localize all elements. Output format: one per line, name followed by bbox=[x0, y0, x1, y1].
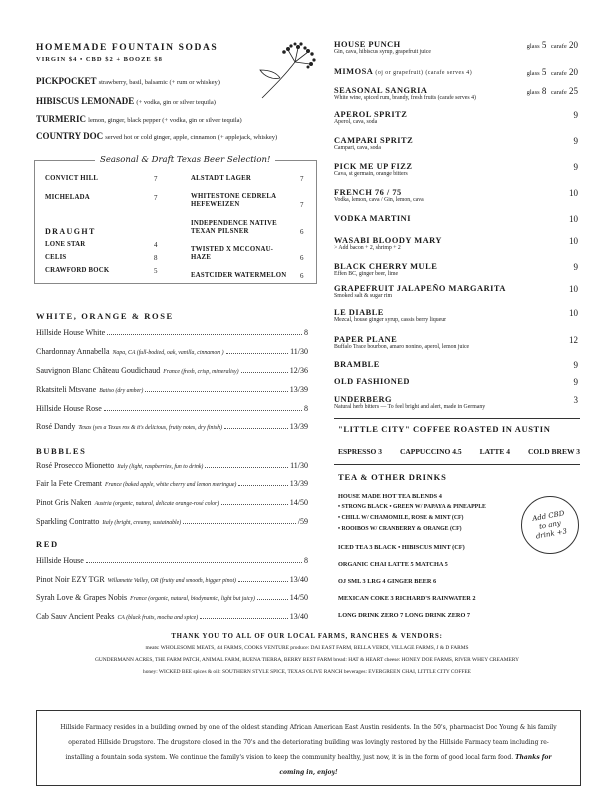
beer-price: 8 bbox=[154, 254, 158, 262]
tea-line: • STRONG BLACK • GREEN W/ PAPAYA & PINEAPPLE bbox=[338, 504, 486, 510]
tea-line: • ROOIBOS W/ CRANBERRY & ORANGE (CF) bbox=[338, 526, 462, 532]
dot-leader bbox=[241, 367, 288, 373]
wine-name: Pinot Noir EZY TGR bbox=[36, 575, 105, 584]
cbd-stamp-text: Add CBD to any drink +3 bbox=[531, 508, 568, 541]
cocktail-price: 10 bbox=[569, 236, 578, 246]
wine-desc: Batiso (dry amber) bbox=[99, 388, 144, 394]
cocktail-price: glass 5 carafe 20 bbox=[526, 67, 578, 77]
wine-name: Chardonnay Annabella bbox=[36, 347, 110, 356]
wine-name: Hillside House White bbox=[36, 328, 106, 337]
cocktail-item bbox=[334, 284, 578, 299]
soda-name: HIBISCUS LEMONADE bbox=[36, 96, 135, 106]
cocktail-item bbox=[334, 188, 578, 203]
cocktail-name: OLD FASHIONED bbox=[334, 377, 410, 386]
cocktail-name: GRAPEFRUIT JALAPEÑO MARGARITA bbox=[334, 284, 506, 293]
soda-item bbox=[36, 76, 220, 86]
tea-line: MEXICAN COKE 3 RICHARD'S RAINWATER 2 bbox=[338, 595, 476, 602]
wine-price: 8 bbox=[304, 404, 308, 413]
cocktail-item bbox=[334, 214, 578, 223]
cbd-stamp bbox=[521, 496, 579, 554]
cocktail-price: 9 bbox=[573, 162, 578, 172]
beer-item: ALSTADT LAGER bbox=[191, 175, 251, 182]
dot-leader bbox=[145, 386, 287, 392]
wine-row bbox=[36, 328, 308, 337]
soda-item bbox=[36, 131, 277, 141]
story-signoff: Thanks for coming in, enjoy! bbox=[279, 754, 552, 776]
cocktail-desc: White wine, spiced rum, brandy, fresh fruits (carafe serves 4) bbox=[334, 95, 476, 101]
cocktail-price: 9 bbox=[573, 377, 578, 387]
white-heading: WHITE, ORANGE & ROSE bbox=[36, 311, 174, 321]
wine-price: 13/40 bbox=[289, 575, 308, 584]
cocktail-price: 10 bbox=[569, 284, 578, 294]
wine-desc: Italy (bright, creamy, sustainable) bbox=[102, 520, 182, 526]
beer-item: INDEPENDENCE NATIVE TEXAN PILSNER bbox=[191, 220, 277, 235]
wine-name: Hillside House Rose bbox=[36, 404, 102, 413]
tea-line: HOUSE MADE HOT TEA BLENDS 4 bbox=[338, 493, 442, 500]
tea-line: OJ SML 3 LRG 4 GINGER BEER 6 bbox=[338, 578, 437, 585]
cocktail-name: LE DIABLE bbox=[334, 308, 384, 317]
cocktail-price: 12 bbox=[569, 335, 578, 345]
beer-price: 7 bbox=[154, 175, 158, 183]
wine-row bbox=[36, 593, 308, 602]
cocktail-price: 10 bbox=[569, 188, 578, 198]
beer-price: 6 bbox=[300, 272, 304, 280]
wine-name: Fair la Fete Cremant bbox=[36, 479, 102, 488]
wine-row bbox=[36, 556, 308, 565]
dot-leader bbox=[104, 405, 302, 411]
dot-leader bbox=[107, 329, 302, 335]
cocktail-desc: > Add bacon + 2, shrimp + 2 bbox=[334, 245, 401, 251]
soda-desc: strawberry, basil, balsamic (+ rum or whiskey) bbox=[98, 79, 220, 86]
beer-item: LONE STAR bbox=[45, 241, 86, 248]
cocktail-desc: Buffalo Trace bourbon, amaro nonino, aperol, lemon juice bbox=[334, 344, 470, 350]
wine-name: Sauvignon Blanc Château Goudichaud bbox=[36, 366, 161, 375]
wine-price: 13/40 bbox=[289, 612, 308, 621]
cocktail-desc: Natural herb bitters — To feel bright and alert, made in Germany bbox=[334, 404, 486, 410]
thanks-line: meats: WHOLESOME MEATS, 44 FARMS, COOKS VENTURE produce: DAI EAST FARM, BELLA VERDI, VILLAGE FARMS, J & D FARMS bbox=[145, 645, 469, 651]
cocktail-item bbox=[334, 377, 578, 386]
beer-item: CELIS bbox=[45, 254, 67, 261]
soda-item bbox=[36, 114, 242, 124]
wine-desc: Austria (organic, natural, delicate orange-rosé color) bbox=[94, 501, 220, 507]
cocktail-price: 9 bbox=[573, 136, 578, 146]
coffee-divider bbox=[334, 418, 580, 419]
wine-price: 8 bbox=[304, 556, 308, 565]
cocktail-name: SEASONAL SANGRIA bbox=[334, 86, 428, 95]
wine-name: Sparkling Contratto bbox=[36, 517, 100, 526]
dot-leader bbox=[86, 557, 302, 563]
cocktail-name: VODKA MARTINI bbox=[334, 214, 411, 223]
cocktail-price: 3 bbox=[573, 395, 578, 405]
wine-row bbox=[36, 385, 308, 394]
soda-desc: (+ vodka, gin or silver tequila) bbox=[136, 99, 216, 106]
wine-desc: Texas (yes a Texas ros & it's delicious, fruity notes, dry finish) bbox=[78, 425, 223, 431]
cocktail-name: BRAMBLE bbox=[334, 360, 380, 369]
cocktail-item bbox=[334, 360, 578, 369]
cocktail-price: 9 bbox=[573, 110, 578, 120]
beer-price: 6 bbox=[300, 228, 304, 236]
beer-price: 6 bbox=[300, 254, 304, 262]
cocktail-name: FRENCH 76 / 75 bbox=[334, 188, 402, 197]
beer-price: 7 bbox=[300, 175, 304, 183]
wine-price: 14/50 bbox=[289, 498, 308, 507]
wine-row bbox=[36, 404, 308, 413]
cocktail-name: CAMPARI SPRITZ bbox=[334, 136, 414, 145]
wine-desc: Italy (light, raspberries, fun to drink) bbox=[117, 464, 204, 470]
wine-price: 14/50 bbox=[289, 593, 308, 602]
beer-price: 4 bbox=[154, 241, 158, 249]
wine-desc: France (baked apple, white cherry and lemon meringue) bbox=[104, 482, 237, 488]
beer-item: EASTCIDER WATERMELON bbox=[191, 272, 287, 279]
cocktail-item bbox=[334, 335, 578, 350]
wine-desc: CA (black fruits, mocha and spice) bbox=[117, 615, 199, 621]
beer-price: 5 bbox=[154, 267, 158, 275]
cocktail-item bbox=[334, 262, 578, 277]
wine-price: 13/39 bbox=[289, 479, 308, 488]
tea-line: ORGANIC CHAI LATTE 5 MATCHA 5 bbox=[338, 561, 448, 568]
wine-name: Hillside House bbox=[36, 556, 84, 565]
cocktail-price: glass 5 carafe 20 bbox=[526, 40, 578, 50]
cocktail-item bbox=[334, 136, 578, 151]
tea-line: LONG DRINK ZERO 7 LONG DRINK ZERO 7 bbox=[338, 612, 471, 619]
cocktail-price: 10 bbox=[569, 308, 578, 318]
cocktail-price: 9 bbox=[573, 360, 578, 370]
cocktail-desc: Smoked salt & sugar rim bbox=[334, 293, 392, 299]
soda-item bbox=[36, 96, 216, 106]
thanks-line: honey: WICKED BEE spices & oil: SOUTHERN STYLE SPICE, TEXAS OLIVE RANCH beverages: EVERGREEN CHAI, LITTLE CITY COFFEE bbox=[143, 669, 471, 675]
cocktail-name: PAPER PLANE bbox=[334, 335, 398, 344]
cocktail-item bbox=[334, 395, 578, 410]
beer-price: 7 bbox=[300, 201, 304, 209]
cocktail-item bbox=[334, 110, 578, 125]
wine-price: 12/36 bbox=[289, 366, 308, 375]
cocktail-desc: Gin, cava, hibiscus syrup, grapefruit juice bbox=[334, 49, 431, 55]
cocktail-name: APEROL SPRITZ bbox=[334, 110, 408, 119]
tea-line: • CHILL W/ CHAMOMILE, ROSE & MINT (CF) bbox=[338, 515, 464, 521]
beer-item: MICHELADA bbox=[45, 194, 90, 201]
coffee-row bbox=[338, 447, 580, 456]
cocktail-price: glass 8 carafe 25 bbox=[526, 86, 578, 96]
tea-title: TEA & OTHER DRINKS bbox=[338, 472, 447, 482]
wine-row bbox=[36, 479, 308, 488]
cocktail-desc: Cava, st germain, orange bitters bbox=[334, 171, 408, 177]
cocktail-item bbox=[334, 236, 578, 251]
wine-row bbox=[36, 575, 308, 584]
wine-name: Rkatsiteli Mtsvane bbox=[36, 385, 97, 394]
wine-name: Rosé Prosecco Mionetto bbox=[36, 461, 115, 470]
cocktail-desc: Campari, cava, soda bbox=[334, 145, 382, 151]
wine-price: 8 bbox=[304, 328, 308, 337]
dot-leader bbox=[183, 518, 296, 524]
wine-price: 13/39 bbox=[289, 385, 308, 394]
cocktail-desc: Effen BC, ginger beer, lime bbox=[334, 271, 399, 277]
wine-row bbox=[36, 517, 308, 526]
story-text: Hillside Farmacy resides in a building owned by one of the oldest standing African American East Austin residents. In the 50's, pharmacist Doc Young & his family operated Hillside Drugstore. The drugstore closed in the 70's and the deteriorating building was lovingly restored by the Hillside Farmacy team including re-installing a fountain soda system. We continue the family's vision to keep the community healthy, just now, it is in the form of good local farm food. bbox=[60, 724, 557, 761]
cocktail-price: 9 bbox=[573, 262, 578, 272]
soda-name: COUNTRY DOC bbox=[36, 131, 104, 141]
soda-name: PICKPOCKET bbox=[36, 76, 97, 86]
coffee-item: LATTE 4 bbox=[479, 447, 511, 456]
cocktail-price: 10 bbox=[569, 214, 578, 224]
story-box bbox=[36, 710, 581, 786]
cocktail-item bbox=[334, 67, 578, 76]
beer-item: CRAWFORD BOCK bbox=[45, 267, 110, 274]
beer-price: 7 bbox=[154, 194, 158, 202]
wine-name: Syrah Love & Grapes Nobis bbox=[36, 593, 128, 602]
wine-price: 11/30 bbox=[290, 461, 308, 470]
soda-name: TURMERIC bbox=[36, 114, 87, 124]
thanks-title: THANK YOU TO ALL OF OUR LOCAL FARMS, RANCHES & VENDORS: bbox=[171, 633, 443, 640]
wine-row bbox=[36, 461, 308, 470]
wine-name: Rosé Dandy bbox=[36, 422, 76, 431]
beer-item: WHITESTONE CEDRELA HEFEWEIZEN bbox=[191, 193, 276, 208]
beer-item: TWISTED X MCCONAU-HAZE bbox=[191, 246, 274, 261]
cocktail-name: BLACK CHERRY MULE bbox=[334, 262, 438, 271]
cocktail-item bbox=[334, 86, 578, 101]
cocktail-desc: Mezcal, house ginger syrup, cassis berry liqueur bbox=[334, 317, 447, 323]
wine-row bbox=[36, 422, 308, 431]
wine-name: Pinot Gris Naken bbox=[36, 498, 92, 507]
dot-leader bbox=[221, 499, 288, 505]
cocktail-item bbox=[334, 308, 578, 323]
bubbles-heading: BUBBLES bbox=[36, 446, 87, 456]
coffee-item: COLD BREW 3 bbox=[528, 447, 580, 456]
cocktail-desc: Vodka, lemon, cava / Gin, lemon, cava bbox=[334, 197, 424, 203]
coffee-item: CAPPUCCINO 4.5 bbox=[399, 447, 462, 456]
wine-price: /59 bbox=[297, 517, 308, 526]
cocktail-name: MIMOSA (oj or grapefruit) (carafe serves 4) bbox=[334, 67, 473, 76]
wine-price: 13/39 bbox=[289, 422, 308, 431]
draught-heading: DRAUGHT bbox=[45, 227, 96, 236]
wine-desc: Napa, CA (full-bodied, oak, vanilla, cinnamon ) bbox=[112, 350, 224, 356]
beer-item: CONVICT HILL bbox=[45, 175, 99, 182]
wine-name: Cab Sauv Ancient Peaks bbox=[36, 612, 115, 621]
dot-leader bbox=[226, 348, 289, 354]
cocktail-name: WASABI BLOODY MARY bbox=[334, 236, 442, 245]
elderflower-illustration bbox=[250, 40, 320, 102]
wine-row bbox=[36, 347, 308, 356]
soda-desc: served hot or cold ginger, apple, cinnamon (+ applejack, whiskey) bbox=[105, 134, 278, 141]
beer-title: Seasonal & Draft Texas Beer Selection! bbox=[95, 155, 275, 165]
tea-line: ICED TEA 3 BLACK • HIBISCUS MINT (CF) bbox=[338, 544, 465, 551]
wine-desc: France (organic, natural, biodynamic, light but juicy) bbox=[130, 596, 255, 602]
cocktail-name: UNDERBERG bbox=[334, 395, 393, 404]
cocktail-desc: Aperol, cava, soda bbox=[334, 119, 378, 125]
wine-row bbox=[36, 366, 308, 375]
dot-leader bbox=[257, 594, 288, 600]
coffee-item: ESPRESSO 3 bbox=[338, 447, 382, 456]
wine-price: 11/30 bbox=[290, 347, 308, 356]
red-heading: RED bbox=[36, 539, 59, 549]
wine-desc: France (fresh, crisp, mineralisy) bbox=[163, 369, 239, 375]
dot-leader bbox=[200, 613, 288, 619]
cocktail-name: PICK ME UP FIZZ bbox=[334, 162, 413, 171]
wine-row bbox=[36, 612, 308, 621]
dot-leader bbox=[224, 423, 288, 429]
coffee-divider bbox=[334, 464, 580, 465]
coffee-title: "LITTLE CITY" COFFEE ROASTED IN AUSTIN bbox=[338, 424, 551, 434]
cocktail-name: HOUSE PUNCH bbox=[334, 40, 401, 49]
wine-desc: Willamette Valley, OR (fruity and smooth, bigger pinot) bbox=[107, 578, 236, 584]
soda-desc: lemon, ginger, black pepper (+ vodka, gin or silver tequila) bbox=[88, 117, 242, 124]
dot-leader bbox=[205, 462, 288, 468]
cocktail-item bbox=[334, 162, 578, 177]
dot-leader bbox=[238, 576, 288, 582]
wine-row bbox=[36, 498, 308, 507]
dot-leader bbox=[238, 480, 287, 486]
sodas-title: HOMEMADE FOUNTAIN SODAS bbox=[36, 43, 219, 53]
thanks-line: GUNDERMANN ACRES, THE FARM PATCH, ANIMAL FARM, BUENA TIERRA, BERRY BEST FARM bread: HAT & HEART cheese: HONEY DOE FARMS, RIVER WHEY CREAMERY bbox=[94, 657, 519, 663]
cocktail-item bbox=[334, 40, 578, 55]
sodas-subtitle: VIRGIN $4 • CBD $2 + BOOZE $8 bbox=[36, 56, 163, 63]
